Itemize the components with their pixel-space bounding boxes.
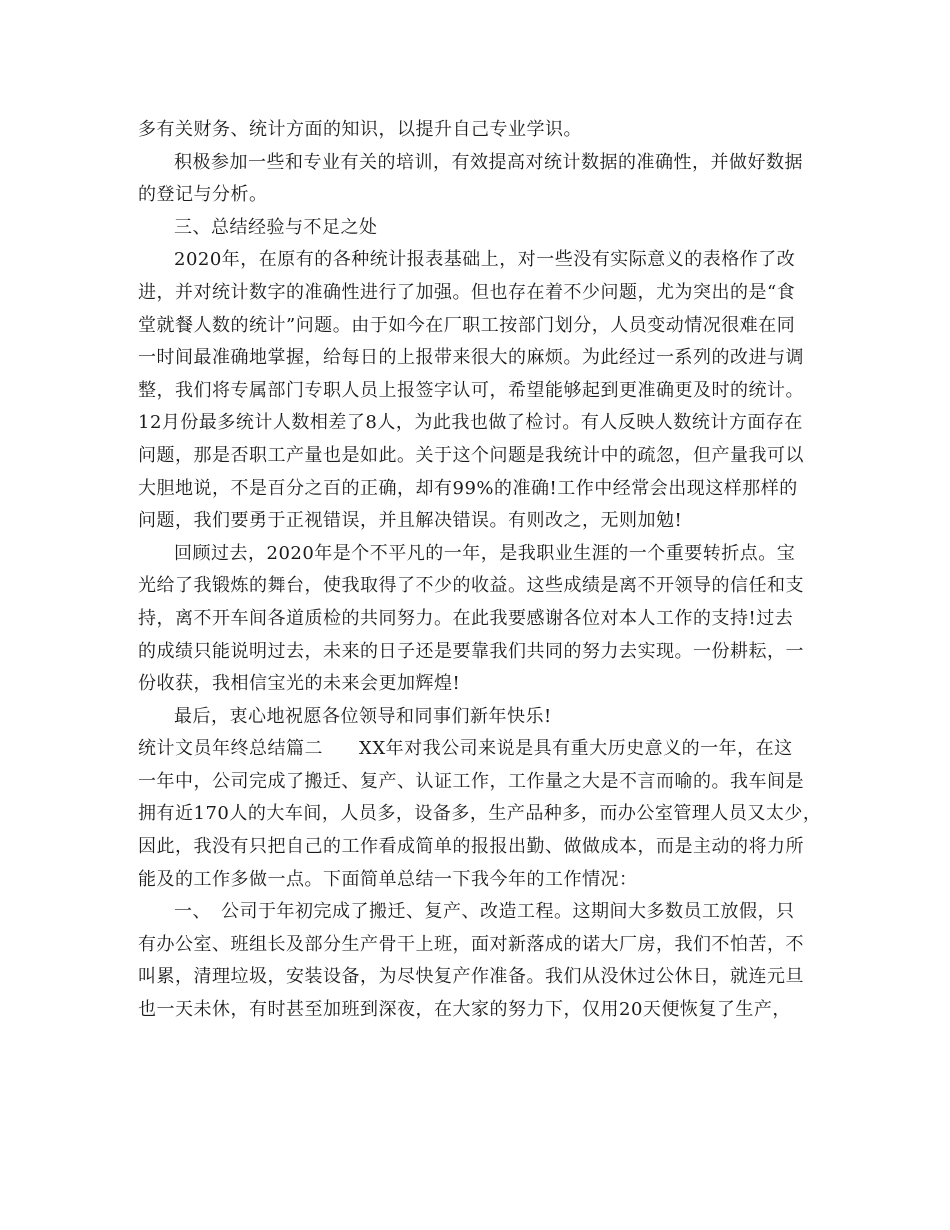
text-line: 多有关财务、统计方面的知识，以提升自己专业学识。 xyxy=(138,119,582,140)
item-number: 一、 xyxy=(174,901,211,923)
text-line: 拥有近170人的大车间，人员多，设备多，生产品种多，而办公室管理人员又太少， xyxy=(138,803,822,825)
section-title: 统计文员年终总结篇二 xyxy=(138,738,323,760)
text-line: 有办公室、班组长及部分生产骨干上班，面对新落成的诺大厂房，我们不怕苦，不 xyxy=(138,933,804,955)
text-line: 问题，那是否职工产量也是如此。关于这个问题是我统计中的疏忽，但产量我可以 xyxy=(138,444,804,466)
paragraph-line: 最后，衷心地祝愿各位领导和同事们新年快乐! xyxy=(174,705,552,727)
text-line: 大胆地说，不是百分之百的正确，却有99%的准确!工作中经常会出现这样那样的 xyxy=(138,477,798,499)
text-line: 因此，我没有只把自己的工作看成简单的报报出勤、做做成本，而是主动的将力所 xyxy=(138,836,804,858)
heading-line xyxy=(138,733,818,766)
numbered-item-line xyxy=(138,896,818,929)
paragraph-line: 2020年，在原有的各种统计报表基础上，对一些没有实际意义的表格作了改 xyxy=(174,249,796,271)
paragraph-line: 积极参加一些和专业有关的培训，有效提高对统计数据的准确性，并做好数据 xyxy=(174,151,803,173)
section-heading: 三、总结经验与不足之处 xyxy=(174,216,378,238)
text-line: 叫累，清理垃圾，安装设备，为尽快复产作准备。我们从没休过公休日，就连元旦 xyxy=(138,966,804,988)
text-line: 整，我们将专属部门专职人员上报签字认可，希望能够起到更准确更及时的统计。 xyxy=(138,379,804,401)
text-line: 也一天未休，有时甚至加班到深夜，在大家的努力下，仅用20天便恢复了生产， xyxy=(138,999,791,1021)
text-line: 一时间最准确地掌握，给每日的上报带来很大的麻烦。为此经过一系列的改进与调 xyxy=(138,347,804,369)
text-line: 光给了我锻炼的舞台，使我取得了不少的收益。这些成绩是离不开领导的信任和支 xyxy=(138,575,804,597)
text-line: 公司于年初完成了搬迁、复产、改造工程。这期间大多数员工放假，只 xyxy=(221,901,795,923)
text-line: 的登记与分析。 xyxy=(138,184,268,206)
text-line: 持，离不开车间各道质检的共同努力。在此我要感谢各位对本人工作的支持!过去 xyxy=(138,607,794,629)
paragraph-line: 回顾过去，2020年是个不平凡的一年，是我职业生涯的一个重要转折点。宝 xyxy=(174,542,796,564)
document-body xyxy=(138,114,822,1027)
text-line: 问题，我们要勇于正视错误，并且解决错误。有则改之，无则加勉! xyxy=(138,510,683,532)
text-line: 12月份最多统计人数相差了8人，为此我也做了检讨。有人反映人数统计方面存在 xyxy=(138,412,803,434)
text-line: 的成绩只能说明过去，未来的日子还是要靠我们共同的努力去实现。一份耕耘，一 xyxy=(138,640,804,662)
text-line: 堂就餐人数的统计”问题。由于如今在厂职工按部门划分，人员变动情况很难在同 xyxy=(138,314,796,336)
text-line: 能及的工作多做一点。下面简单总结一下我今年的工作情况： xyxy=(138,868,638,890)
text-line: XX年对我公司来说是具有重大历史意义的一年，在这 xyxy=(359,738,793,760)
text-line: 份收获，我相信宝光的未来会更加辉煌! xyxy=(138,673,461,695)
text-line: 进，并对统计数字的准确性进行了加强。但也存在着不少问题，尤为突出的是“食 xyxy=(138,281,796,303)
text-line: 一年中，公司完成了搬迁、复产、认证工作，工作量之大是不言而喻的。我车间是 xyxy=(138,770,804,792)
